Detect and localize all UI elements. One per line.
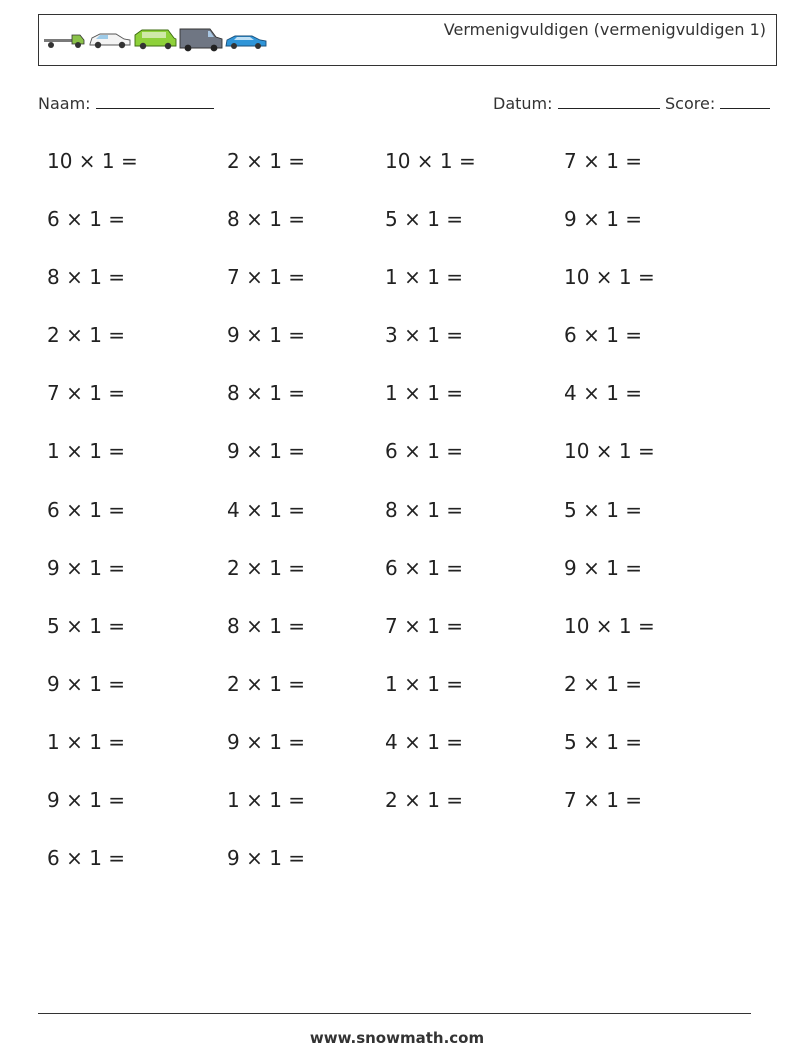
problem-item: 6 × 1 =: [47, 497, 126, 522]
footer-site: www.snowmath.com: [309, 1029, 485, 1047]
problem-item: 8 × 1 =: [47, 265, 126, 290]
date-field: [493, 92, 660, 113]
problem-item: 9 × 1 =: [227, 323, 306, 348]
problem-item: 5 × 1 =: [564, 497, 643, 522]
problem-item: 7 × 1 =: [564, 788, 643, 813]
date-label: Datum:: [493, 94, 553, 113]
problem-item: 9 × 1 =: [564, 555, 643, 580]
problem-item: 2 × 1 =: [227, 555, 306, 580]
gray-van-icon: [180, 29, 222, 51]
name-field: [38, 92, 214, 113]
problem-item: 10 × 1 =: [47, 149, 138, 173]
problem-item: 2 × 1 =: [227, 149, 306, 173]
problem-item: 1 × 1 =: [385, 381, 464, 406]
problem-item: 10 × 1 =: [564, 613, 655, 638]
problem-item: 5 × 1 =: [385, 207, 464, 232]
problem-item: 2 × 1 =: [385, 788, 464, 813]
problem-item: 2 × 1 =: [47, 323, 126, 348]
problem-item: 2 × 1 =: [564, 671, 643, 696]
name-line: [96, 92, 214, 109]
problem-item: 4 × 1 =: [385, 729, 464, 754]
flatbed-truck-icon: [44, 35, 84, 48]
problem-item: 8 × 1 =: [227, 613, 306, 638]
header-box: [38, 14, 777, 66]
problem-item: 8 × 1 =: [227, 207, 306, 232]
problem-item: 7 × 1 =: [385, 613, 464, 638]
problem-item: 1 × 1 =: [227, 788, 306, 813]
problem-item: 4 × 1 =: [564, 381, 643, 406]
date-line: [558, 92, 660, 109]
problem-item: 1 × 1 =: [47, 439, 126, 464]
worksheet-title: Vermenigvuldigen (vermenigvuldigen 1): [443, 20, 766, 39]
problem-item: 6 × 1 =: [564, 323, 643, 348]
problem-item: 1 × 1 =: [47, 729, 126, 754]
blue-car-icon: [226, 36, 266, 49]
problem-item: 5 × 1 =: [47, 613, 126, 638]
problem-item: 9 × 1 =: [227, 729, 306, 754]
footer-divider: [38, 1013, 751, 1014]
green-minivan-icon: [135, 30, 176, 49]
score-field: [665, 92, 770, 113]
white-car-icon: [90, 34, 130, 48]
problem-item: 7 × 1 =: [564, 149, 643, 173]
problem-item: 10 × 1 =: [385, 149, 476, 173]
problem-item: 10 × 1 =: [564, 439, 655, 464]
problem-item: 6 × 1 =: [385, 439, 464, 464]
problem-item: 6 × 1 =: [47, 207, 126, 232]
score-line: [720, 92, 770, 109]
problem-item: 9 × 1 =: [564, 207, 643, 232]
problem-item: 6 × 1 =: [385, 555, 464, 580]
problem-item: 9 × 1 =: [47, 671, 126, 696]
score-label: Score:: [665, 94, 716, 113]
name-label: Naam:: [38, 94, 91, 113]
problem-item: 9 × 1 =: [227, 846, 306, 871]
problem-item: 6 × 1 =: [47, 846, 126, 871]
car-icons: [42, 26, 272, 56]
problem-item: 8 × 1 =: [227, 381, 306, 406]
problem-item: 5 × 1 =: [564, 729, 643, 754]
problem-item: 7 × 1 =: [47, 381, 126, 406]
problem-item: 2 × 1 =: [227, 671, 306, 696]
problem-item: 1 × 1 =: [385, 671, 464, 696]
problem-item: 10 × 1 =: [564, 265, 655, 290]
problem-item: 7 × 1 =: [227, 265, 306, 290]
problem-item: 1 × 1 =: [385, 265, 464, 290]
problem-item: 9 × 1 =: [227, 439, 306, 464]
problem-grid: [47, 132, 724, 887]
problem-item: 8 × 1 =: [385, 497, 464, 522]
problem-item: 9 × 1 =: [47, 788, 126, 813]
problem-item: 9 × 1 =: [47, 555, 126, 580]
problem-item: 3 × 1 =: [385, 323, 464, 348]
problem-item: 4 × 1 =: [227, 497, 306, 522]
